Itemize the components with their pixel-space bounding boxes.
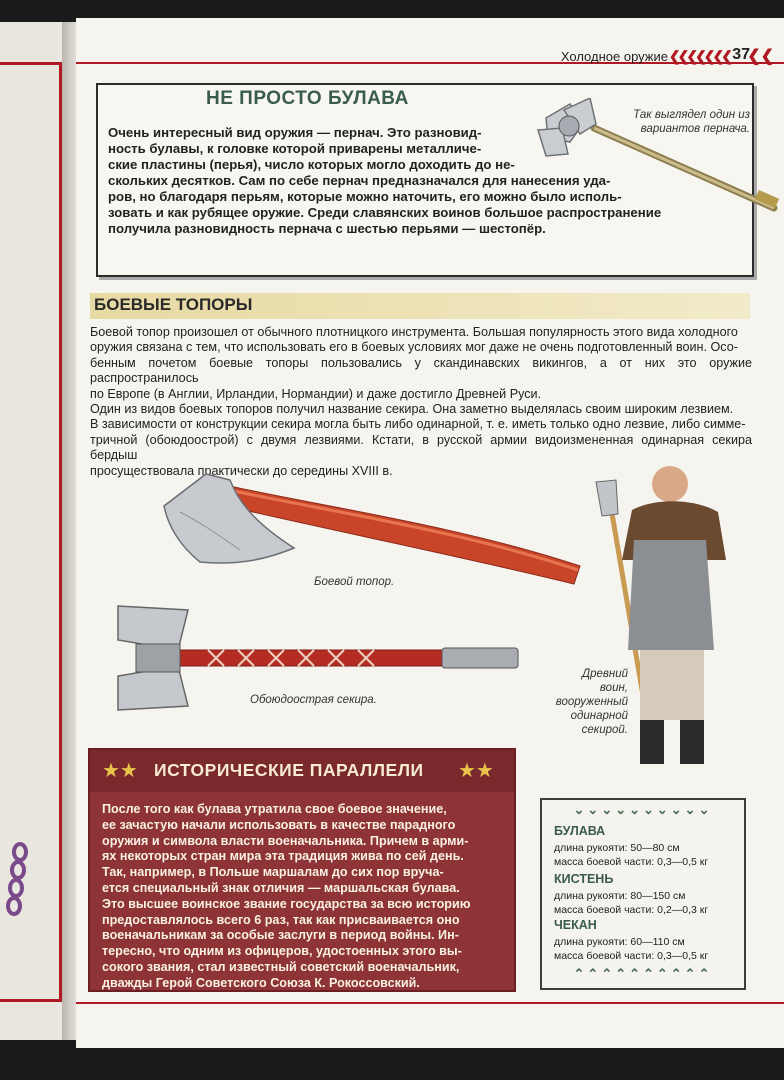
history-line: предоставлялось всего 6 раз, так как присваивается оно — [102, 912, 460, 927]
spec-mass: масса боевой части: 0,2—0,3 кг — [554, 904, 709, 916]
warrior-illustration — [594, 450, 754, 790]
spec-name: ЧЕКАН — [554, 918, 597, 932]
history-line: ее зачастую начали использовать в качестве парадного — [102, 817, 456, 832]
star-icon: ★★ — [458, 760, 494, 782]
previous-page-edge — [0, 22, 64, 1040]
historical-parallels-title: ИСТОРИЧЕСКИЕ ПАРАЛЛЕЛИ — [154, 760, 424, 780]
history-line: Это высшее воинское звание государства за всю историю — [102, 896, 471, 911]
section-heading: БОЕВЫЕ ТОПОРЫ — [94, 295, 253, 314]
sidebox-line: получила разновидность пернача с шестью перьями — шестопёр. — [108, 221, 546, 236]
warrior-caption — [552, 667, 628, 737]
sidebox-line: зовать и как рубящее оружие. Среди славянских воинов большое распространение — [108, 205, 662, 220]
body-line: В зависимости от конструкции секира могла быть либо одинарной, т. е. иметь только одно лезвие, либо симме- — [90, 417, 746, 432]
spec-name: БУЛАВА — [554, 824, 606, 838]
warrior-caption-line: Древний воин, — [581, 668, 628, 694]
history-line: дважды Герой Советского Союза К. Рокоссовский. — [102, 975, 420, 990]
sidebox-line: ность булавы, к головке которой приварены металличе- — [108, 141, 482, 156]
section-heading-band — [90, 293, 750, 319]
body-line: по Европе (в Англии, Ирландии, Нормандии) и даже достигло Древней Руси. — [90, 386, 542, 401]
sidebox-line: ров, но благодаря перьям, которые можно наточить, его можно было исполь- — [108, 189, 622, 204]
historical-parallels-header — [90, 750, 514, 792]
sidebox-title: НЕ ПРОСТО БУЛАВА — [206, 88, 409, 109]
chevron-icon: ⌃⌃⌃⌃⌃⌃⌃⌃⌃⌃ — [573, 966, 713, 981]
history-line: тересно, что одним из офицеров, удостоенных этого вы- — [102, 944, 462, 959]
spec-handle: длина рукояти: 80—150 см — [554, 890, 686, 902]
spec-mass: масса боевой части: 0,3—0,5 кг — [554, 856, 709, 868]
history-line: Так, например, в Польше маршалам до сих пор вруча- — [102, 865, 444, 880]
body-line: тричной (обоюдоострой) с двумя лезвиями. Кстати, в русской армии видоизмененная одинарная секира бердыш — [90, 432, 752, 463]
page-number: 37 — [732, 46, 750, 63]
double-axe-caption: Обоюдоострая секира. — [250, 694, 377, 706]
section-name: Холодное оружие — [560, 49, 668, 64]
sidebox-line: скольких десятков. Сам по себе пернач предназначался для нанесения уда- — [108, 173, 611, 188]
spec-mass: масса боевой части: 0,3—0,5 кг — [554, 950, 709, 962]
spec-handle: длина рукояти: 60—110 см — [554, 936, 685, 948]
body-line: Боевой топор произошел от обычного плотницкого инструмента. Большая популярность этого вида холодного — [90, 325, 738, 339]
body-line: оружия связана с тем, что использовать его в боевых условиях мог даже не очень подготовленный воин. Осо- — [90, 340, 738, 355]
double-chevron-icon: ❮❮ — [747, 48, 774, 65]
history-line: После того как булава утратила свое боевое значение, — [102, 802, 447, 816]
axe-caption: Боевой топор. — [314, 576, 395, 588]
history-line: ется специальный знак отличия — маршальская булава. — [102, 880, 460, 895]
historical-parallels-text — [102, 802, 504, 992]
history-line: оружия и символа власти военачальника. Причем в арми- — [102, 833, 469, 848]
history-line: военачальникам за особые заслуги в период войны. Ин- — [102, 928, 459, 943]
historical-parallels-box — [88, 748, 516, 992]
body-line: бенным почетом боевые топоры пользовались у скандинавских викингов, а от них это оружие распространилось — [90, 355, 752, 386]
warrior-caption-line: секирой. — [581, 724, 628, 736]
warrior-caption-line: вооруженный — [555, 696, 628, 708]
running-header — [540, 46, 780, 72]
weapon-specs-box — [540, 798, 746, 990]
history-line: сокого звания, стал известный советский военачальник, — [102, 959, 460, 974]
chevron-icon: ❮❮❮❮❮❮❮ — [668, 48, 730, 64]
sidebox-line: Очень интересный вид оружия — пернач. Это разновид- — [108, 125, 482, 140]
chevron-icon: ⌄⌄⌄⌄⌄⌄⌄⌄⌄⌄ — [573, 802, 713, 817]
warrior-caption-line: одинарной — [570, 710, 628, 722]
mace-caption: Так выглядел один из вариантов пернача. — [633, 109, 750, 135]
history-line: ях некоторых стран мира эта традиция жива по сей день. — [102, 849, 464, 864]
body-line: просуществовала практически до середины XVIII в. — [90, 463, 393, 478]
chain-decoration-icon — [2, 842, 42, 962]
star-icon: ★★ — [102, 760, 138, 782]
spec-name: КИСТЕНЬ — [554, 872, 614, 886]
body-line: Один из видов боевых топоров получил название секира. Она заметно выделялась своим широким лезвием. — [90, 402, 734, 417]
spec-handle: длина рукояти: 50—80 см — [554, 842, 680, 854]
sidebox-line: ские пластины (перья), число которых могло доходить до не- — [108, 157, 515, 172]
